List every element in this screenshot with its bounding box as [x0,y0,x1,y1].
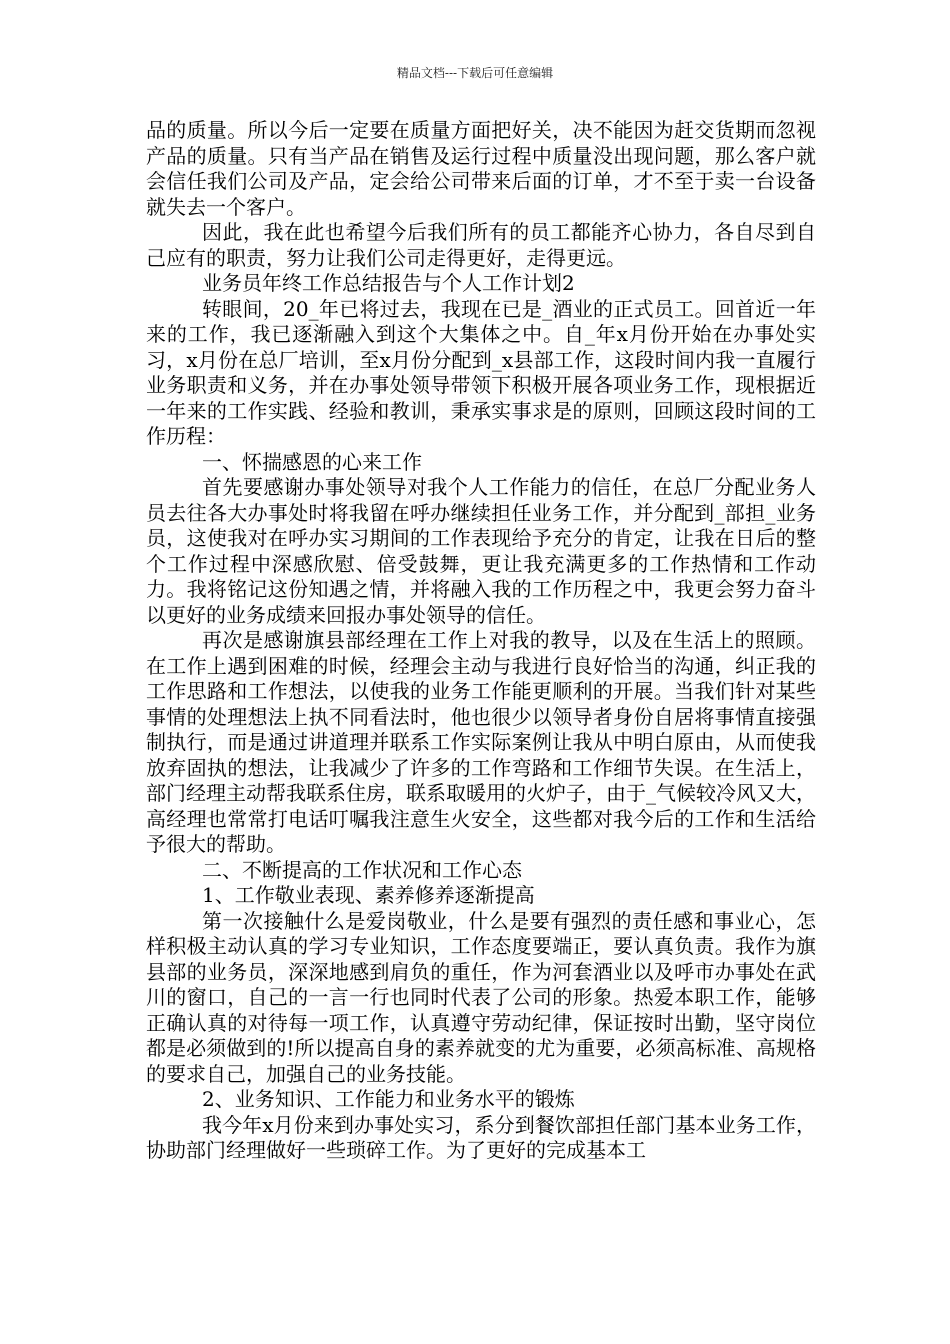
section-heading: 一、怀揣感恩的心来工作 [202,449,422,474]
paragraph: 品的质量。所以今后一定要在质量方面把好关，决不能因为赶交货期而忽视产品的质量。只有当产品在销售及运行过程中质量没出现问题，那么客户就会信任我们公司及产品，定会给公司带来后面的订单，才不至于卖一台设备就失去一个客户。 [146,118,816,219]
paragraph: 第一次接触什么是爱岗敬业，什么是要有强烈的责任感和事业心，怎样积极主动认真的学习专业知识，工作态度要端正，要认真负责。我作为旗县部的业务员，深深地感到肩负的重任，作为河套酒业以及呼市办事处在武川的窗口，自己的一言一行也同时代表了公司的形象。热爱本职工作，能够正确认真的对待每一项工作，认真遵守劳动纪律，保证按时出勤，坚守岗位都是必须做到的!所以提高自身的素养就变的尤为重要，必须高标准、高规格的要求自己，加强自己的业务技能。 [146,908,816,1086]
subsection-heading: 2、业务知识、工作能力和业务水平的锻炼 [202,1087,575,1111]
paragraph: 首先要感谢办事处领导对我个人工作能力的信任，在总厂分配业务人员去往各大办事处时将我留在呼办继续担任业务工作，并分配到_部担_业务员，这使我对在呼办实习期间的工作表现给予充分的肯定，让我在日后的整个工作过程中深感欣慰、倍受鼓舞，更让我充满更多的工作热情和工作动力。我将铭记这份知遇之情，并将融入我的工作历程之中，我更会努力奋斗以更好的业务成绩来回报办事处领导的信任。 [146,475,816,627]
section-title: 业务员年终工作总结报告与个人工作计划2 [202,271,575,295]
section-heading: 二、不断提高的工作状况和工作心态 [202,857,522,882]
subsection-heading: 1、工作敬业表现、素养修养逐渐提高 [202,883,535,907]
document-body [146,118,816,1164]
paragraph: 转眼间，20_年已将过去，我现在已是_酒业的正式员工。回首近一年来的工作，我已逐渐融入到这个大集体之中。自_年x月份开始在办事处实习，x月份在总厂培训，至x月份分配到_x县部工作，这段时间内我一直履行业务职责和义务，并在办事处领导带领下积极开展各项业务工作，现根据近一年来的工作实践、经验和教训，秉承实事求是的原则，回顾这段时间的工作历程： [146,296,816,448]
paragraph: 再次是感谢旗县部经理在工作上对我的教导，以及在生活上的照顾。在工作上遇到困难的时候，经理会主动与我进行良好恰当的沟通，纠正我的工作思路和工作想法，以使我的业务工作能更顺利的开展。当我们针对某些事情的处理想法上执不同看法时，他也很少以领导者身份自居将事情直接强制执行，而是通过讲道理并联系工作实际案例让我从中明白原由，从而使我放弃固执的想法，让我减少了许多的工作弯路和工作细节失误。在生活上，部门经理主动帮我联系住房，联系取暖用的火炉子，由于_气候较冷风又大，高经理也常常打电话叮嘱我注意生火安全，这些都对我今后的工作和生活给予很大的帮助。 [146,628,816,856]
paragraph: 我今年x月份来到办事处实习，系分到餐饮部担任部门基本业务工作，协助部门经理做好一些琐碎工作。为了更好的完成基本工 [146,1112,816,1162]
page-header: 精品文档---下载后可任意编辑 [396,66,554,80]
paragraph: 因此，我在此也希望今后我们所有的员工都能齐心协力，各自尽到自己应有的职责，努力让我们公司走得更好，走得更远。 [146,220,816,270]
